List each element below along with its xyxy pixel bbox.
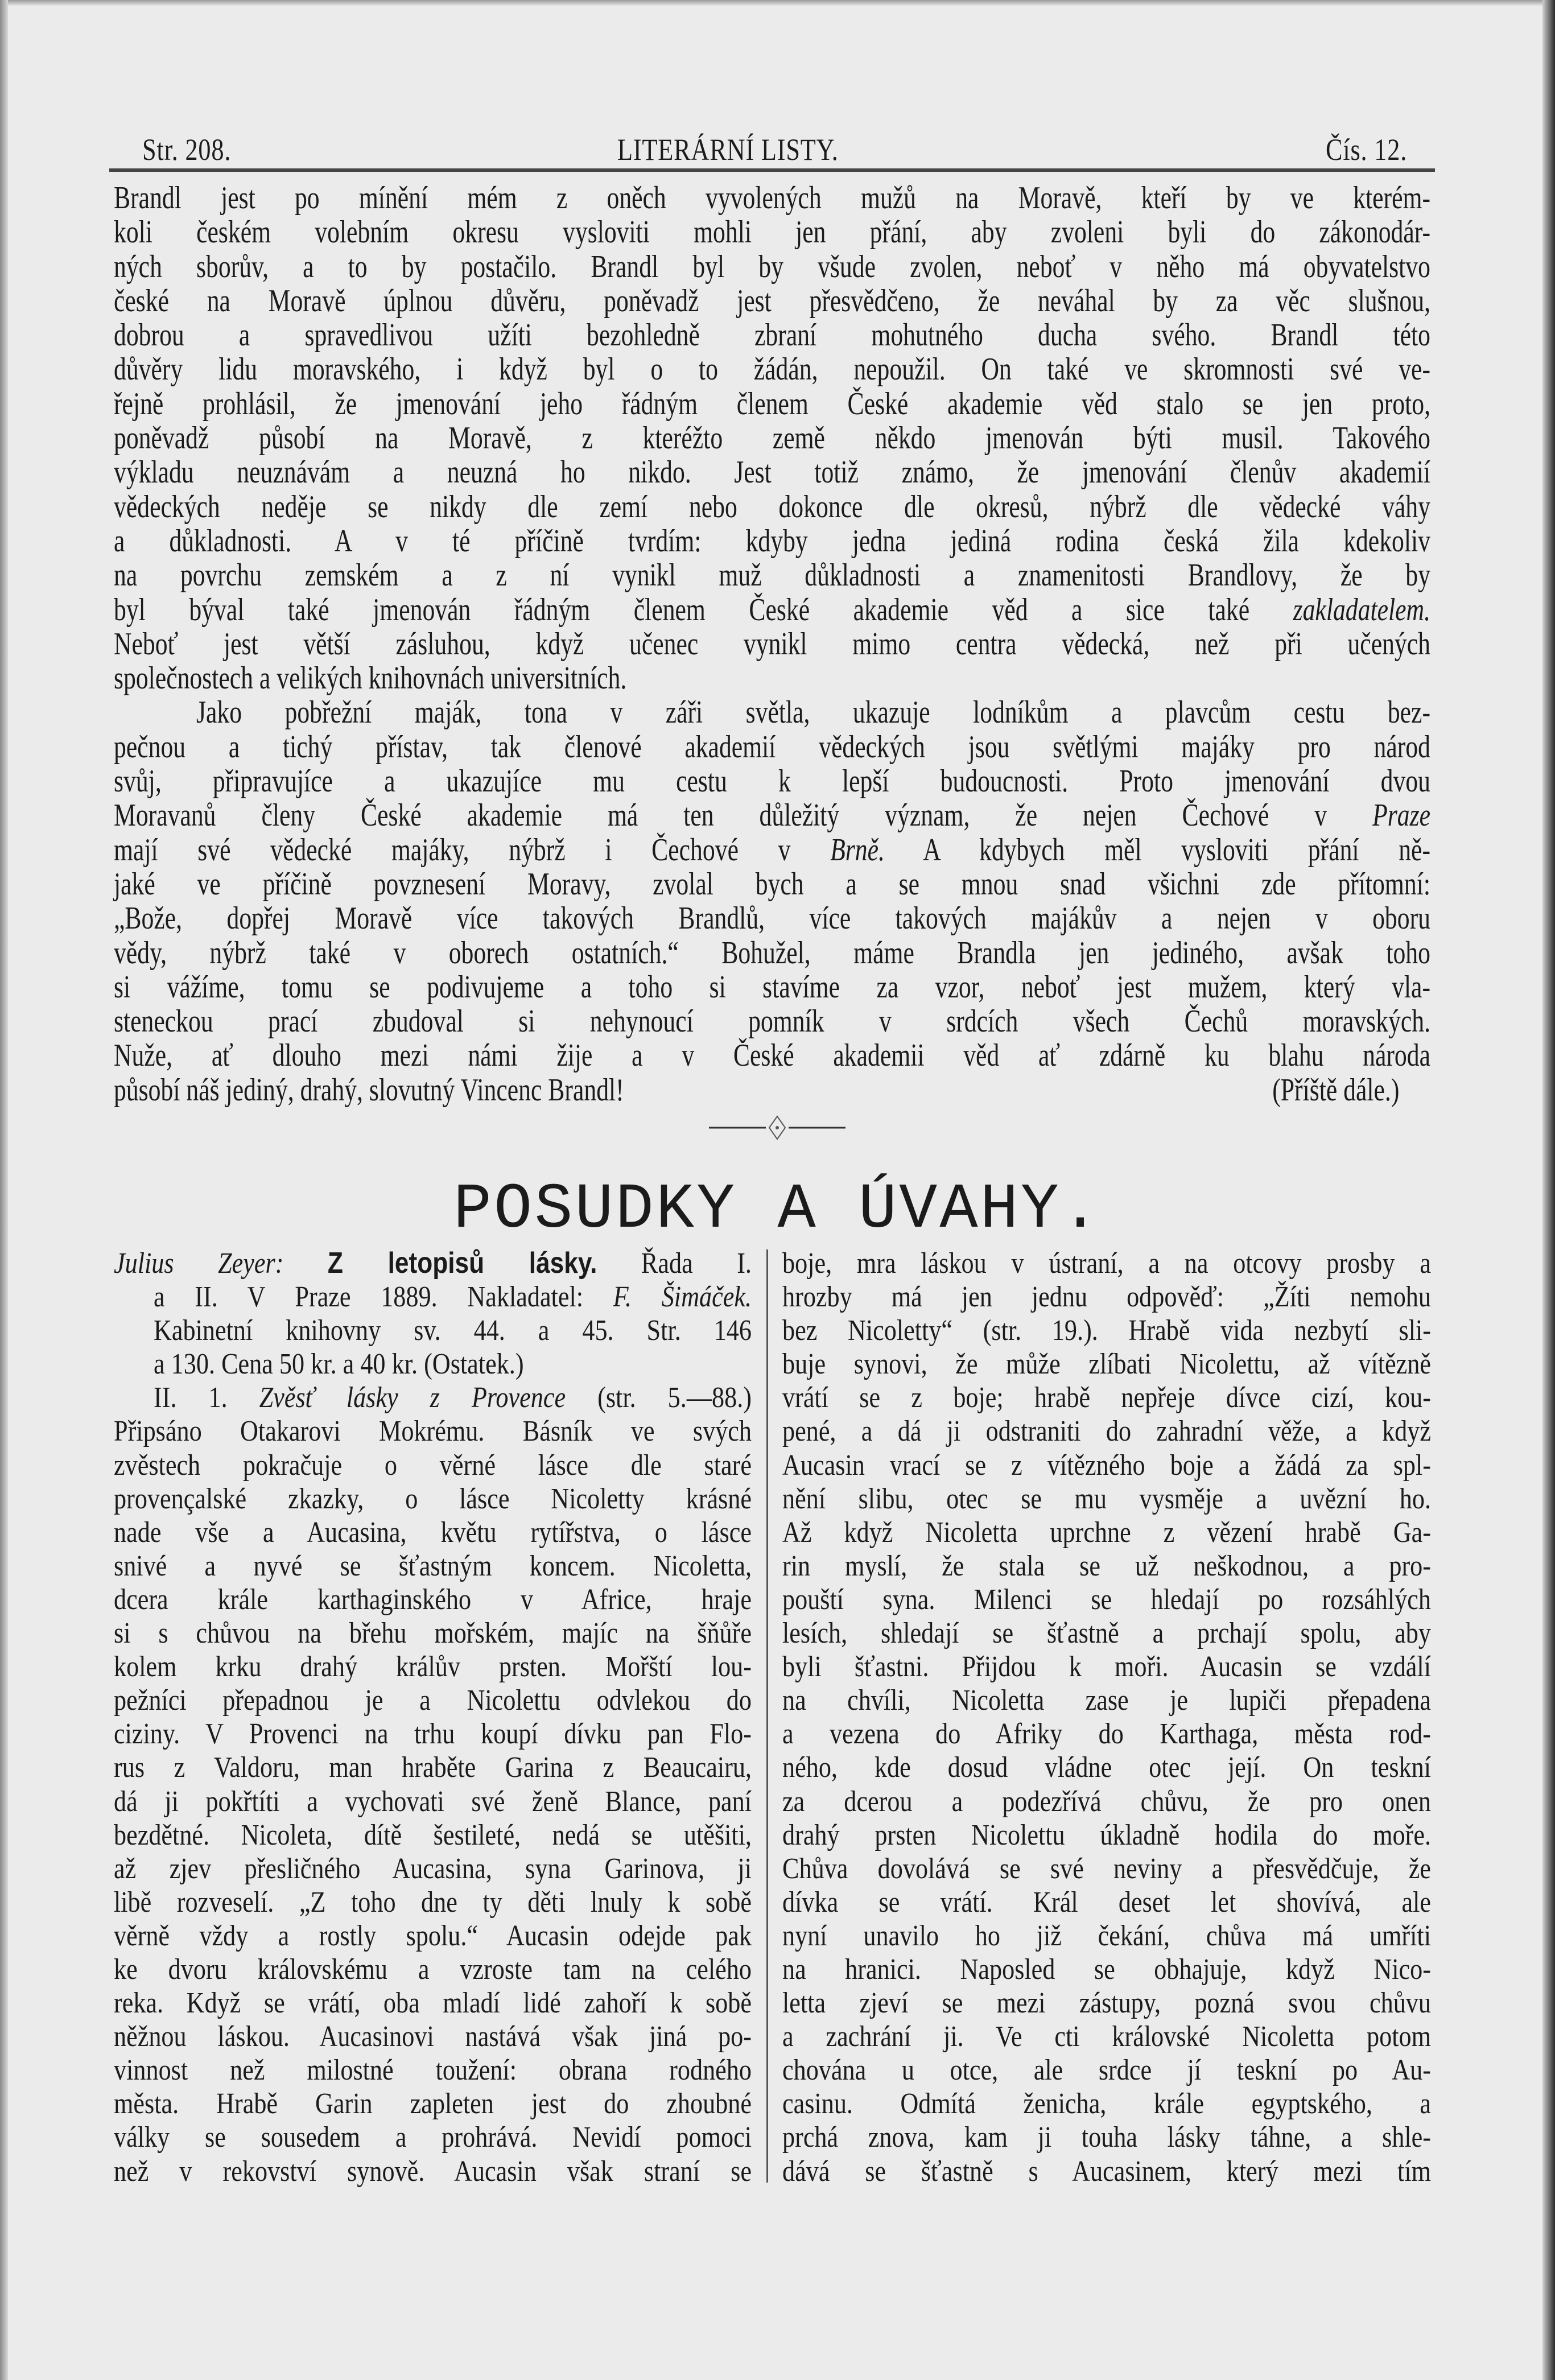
text-line: poněvadž působí na Moravě, z kteréžto země někdo jmenován býti musil. Takového — [114, 420, 1430, 456]
text-line — [154, 1381, 752, 1414]
text-segment: A kdybych měl vysloviti přání ně- — [884, 832, 1430, 868]
continued-line — [114, 1073, 1430, 1107]
text-segment: Moravanů členy České akademie má ten důležitý význam, že nejen Čechové v — [114, 798, 1373, 834]
text-line: hrozby má jen jednu odpověď: „Žíti nemohu — [782, 1281, 1431, 1314]
text-line: a důkladnosti. A v té příčině tvrdím: kdyby jedna jediná rodina česká žila kdekoliv — [114, 523, 1430, 559]
text-line: vědy, nýbrž také v oborech ostatních.“ Bohužel, máme Brandla jen jediného, avšak toho — [114, 935, 1430, 971]
text-line — [114, 593, 1430, 627]
text-line: rus z Valdoru, man hraběte Garina z Beaucairu, — [114, 1751, 752, 1784]
scan-edge-top — [0, 0, 1555, 6]
text-line: války se sousedem a prohrává. Nevidí pomoci — [114, 2121, 752, 2154]
text-line: dobrou a spravedlivou užíti bezohledně zbraní mohutného ducha svého. Brandl této — [114, 317, 1430, 353]
text-line: Jako pobřežní maják, tona v záři světla, ukazuje lodníkům a plavcům cestu bez- — [196, 695, 1430, 731]
text-line: libě rozveselí. „Z toho dne ty děti lnuly k sobě — [114, 1886, 752, 1919]
text-line: vrátí se z boje; hrabě nepřeje dívce cizí, kou- — [782, 1381, 1431, 1414]
text-line: si s chůvou na břehu mořském, majíc na šňůře — [114, 1617, 752, 1650]
text-line: pouští syna. Milenci se hledají po rozsáhlých — [782, 1583, 1431, 1616]
text-line: dává se šťastně s Aucasinem, který mezi tím — [782, 2155, 1431, 2188]
column-divider — [766, 1249, 768, 2183]
text-line: české na Moravě úplnou důvěru, poněvadž jest přesvědčeno, že neváhal by za věc slušnou, — [114, 283, 1430, 319]
text-line: ných sborův, a to by postačilo. Brandl byl by všude zvolen, neboť v něho má obyvatelstvo — [114, 249, 1430, 284]
text-line: působí náš jediný, drahý, slovutný Vincenc Brandl! — [114, 1072, 624, 1108]
text-line: pené, a dá ji odstraniti do zahradní věže, a když — [782, 1415, 1431, 1448]
text-line: a 130. Cena 50 kr. a 40 kr. (Ostatek.) — [154, 1348, 524, 1381]
italic-text: zakladatelem. — [1293, 592, 1430, 628]
italic-text: Zvěsť lásky z Provence — [259, 1381, 566, 1414]
text-line — [114, 798, 1430, 832]
text-segment: (str. 5.—88.) — [566, 1381, 752, 1414]
text-line: řejně prohlásil, že jmenování jeho řádným členem České akademie věd stalo se jen proto, — [114, 386, 1430, 422]
text-line — [114, 833, 1430, 867]
continued-note: (Příště dále.) — [1272, 1072, 1400, 1108]
text-line: kolem krku drahý králův prsten. Mořští lou- — [114, 1651, 752, 1684]
text-line: nění slibu, otec se mu vysměje a uvězní ho. — [782, 1482, 1431, 1515]
text-line: si vážíme, tomu se podivujeme a toho si stavíme za vzor, neboť jest mužem, který vla- — [114, 969, 1430, 1005]
italic-text: Brně. — [830, 832, 885, 868]
text-line: Kabinetní knihovny sv. 44. a 45. Str. 146 — [154, 1314, 752, 1347]
text-line: společnostech a velikých knihovnách universitních. — [114, 661, 627, 696]
header-rule — [109, 168, 1435, 172]
section-title: POSUDKY A ÚVAHY. — [453, 1174, 1102, 1246]
text-line: důvěry lidu moravského, i když byl o to žádán, nepoužil. On také ve skromnosti své ve- — [114, 352, 1430, 387]
text-line: nade vše a Aucasina, květu rytířstva, o lásce — [114, 1516, 752, 1549]
text-segment: mají své vědecké majáky, nýbrž i Čechové v — [114, 832, 831, 868]
text-line: než v rekovství synově. Aucasin však straní se — [114, 2155, 752, 2188]
text-line: až zjev přesličného Aucasina, syna Garinova, ji — [114, 1852, 752, 1885]
text-line: Brandl jest po mínění mém z oněch vyvolených mužů na Moravě, kteří by ve kterém- — [114, 180, 1430, 216]
page-number: Str. 208. — [142, 133, 232, 167]
text-line: drahý prsten Nicolettu úkladně hodila do moře. — [782, 1818, 1431, 1851]
text-segment: a II. V Praze 1889. Nakladatel: — [154, 1281, 613, 1314]
text-line: ke dvoru královskému a vzroste tam na celého — [114, 1953, 752, 1986]
text-line: pečnou a tichý přístav, tak členové akademií vědeckých jsou světlými majáky pro národ — [114, 729, 1430, 765]
text-line: výkladu neuznávám a neuzná ho nikdo. Jest totiž známo, že jmenování členův akademií — [114, 455, 1430, 490]
italic-text: Praze — [1372, 798, 1430, 834]
text-line: svůj, připravujíce a ukazujíce mu cestu k lepší budoucnosti. Proto jmenování dvou — [114, 764, 1430, 799]
text-line: na povrchu zemském a z ní vynikl muž důkladnosti a znamenitosti Brandlovy, že by — [114, 558, 1430, 593]
text-line: reka. Když se vrátí, oba mladí lidé zahoří k sobě — [114, 1987, 752, 2020]
text-line: vinnost než milostné toužení: obrana rodného — [114, 2054, 752, 2087]
text-segment: byl býval také jmenován řádným členem České akademie věd a sice také — [114, 592, 1293, 628]
review-left-column — [114, 1247, 752, 2188]
text-line — [154, 1280, 752, 1314]
text-line: ného, kde dosud vládne otec její. On teskní — [782, 1751, 1431, 1784]
text-line: jaké ve příčině povznesení Moravy, zvolal bych a se mnou snad všichni zde přítomní: — [114, 866, 1430, 902]
text-line: dívka se vrátí. Král deset let shovívá, ale — [782, 1886, 1431, 1919]
text-line: boje, mra láskou v ústraní, a na otcovy prosby a — [782, 1247, 1431, 1280]
journal-title: LITERÁRNÍ LISTY. — [617, 133, 839, 167]
italic-text: Julius Zeyer: — [114, 1247, 284, 1280]
text-line: lesích, shledají se šťastně a prchají spolu, aby — [782, 1617, 1431, 1650]
text-line: bez Nicoletty“ (str. 19.). Hrabě vida nezbytí sli- — [782, 1314, 1431, 1347]
text-line: koli českém volebním okresu vysloviti mohli jen přání, aby zvoleni byli do zákonodár- — [114, 215, 1430, 250]
text-segment — [283, 1247, 327, 1280]
text-segment: II. 1. — [154, 1381, 259, 1414]
text-line: byli šťastni. Přijdou k moři. Aucasin se vzdálí — [782, 1651, 1431, 1684]
text-line: Až když Nicoletta uprchne z vězení hrabě Ga- — [782, 1516, 1431, 1549]
text-line — [114, 1247, 752, 1280]
text-line: ciziny. V Provenci na trhu koupí dívku pan Flo- — [114, 1718, 752, 1751]
issue-number: Čís. 12. — [1326, 133, 1408, 167]
text-line: věrně vždy a rostly spolu.“ Aucasin odejde pak — [114, 1919, 752, 1952]
text-line: prchá znova, kam ji touha lásky táhne, a shle- — [782, 2121, 1431, 2154]
italic-text: F. Šimáček. — [613, 1281, 752, 1314]
text-line: steneckou prací zbudoval si nehynoucí pomník v srdcích všech Čechů moravských. — [114, 1004, 1430, 1040]
text-line: Neboť jest větší zásluhou, když učenec vynikl mimo centra vědecká, než při učených — [114, 626, 1430, 662]
text-line: snivé a nyvé se šťastným koncem. Nicoletta, — [114, 1549, 752, 1582]
text-line: na chvíli, Nicoletta zase je lupiči přepadena — [782, 1684, 1431, 1717]
text-line: chována u otce, ale srdce jí teskní po Au- — [782, 2054, 1431, 2087]
review-right-column — [782, 1247, 1431, 2188]
text-line: Chůva dovolává se své neviny a přesvědčuje, že — [782, 1852, 1431, 1885]
text-line: vědeckých neděje se nikdy dle zemí nebo dokonce dle okresů, nýbrž dle vědecké váhy — [114, 489, 1430, 525]
text-line: „Bože, dopřej Moravě více takových Brandlů, více takových majákův a nejen v oboru — [114, 901, 1430, 937]
text-line: dcera krále karthaginského v Africe, hraje — [114, 1583, 752, 1616]
text-line: dá ji pokřtíti a vychovati své ženě Blance, paní — [114, 1785, 752, 1818]
text-line: za dcerou a podezřívá chůvu, že pro onen — [782, 1785, 1431, 1818]
text-line: casinu. Odmítá ženicha, krále egyptského, a — [782, 2088, 1431, 2121]
text-line: pežníci přepadnou je a Nicolettu odvlekou do — [114, 1684, 752, 1717]
text-line: a vezena do Afriky do Karthaga, města rod- — [782, 1718, 1431, 1751]
text-line: na hranici. Naposled se obhajuje, když Nico- — [782, 1953, 1431, 1986]
text-line: a zachrání ji. Ve cti královské Nicoletta potom — [782, 2020, 1431, 2053]
text-line: bezdětné. Nicoleta, dítě šestileté, nedá se utěšiti, — [114, 1818, 752, 1851]
text-line: provençalské zkazky, o lásce Nicoletty krásné — [114, 1482, 752, 1515]
text-line: rin myslí, že stala se už neškodnou, a pro- — [782, 1549, 1431, 1582]
text-line: něžnou láskou. Aucasinovi nastává však jiná po- — [114, 2020, 752, 2053]
text-line: buje synovi, že může zlíbati Nicolettu, až vítězně — [782, 1348, 1431, 1381]
text-line: Aucasin vrací se z vítězného boje a žádá za spl- — [782, 1449, 1431, 1482]
text-line: Připsáno Otakarovi Mokrému. Básník ve svých — [114, 1415, 752, 1448]
text-line: města. Hrabě Garin zapleten jest do zhoubné — [114, 2088, 752, 2121]
article-continuation — [114, 181, 1430, 1107]
text-line: letta zjeví se mezi zástupy, pozná svou chůvu — [782, 1987, 1431, 2020]
text-line: zvěstech pokračuje o věrné lásce dle staré — [114, 1449, 752, 1482]
bold-title: Z letopisů lásky. — [327, 1247, 597, 1280]
text-segment: Řada I. — [597, 1247, 752, 1280]
text-line: nyní unavilo ho již čekání, chůva má umříti — [782, 1919, 1431, 1952]
text-line: Nuže, ať dlouho mezi námi žije a v České akademii věd ať zdárně ku blahu národa — [114, 1038, 1430, 1074]
section-divider-ornament — [709, 1115, 845, 1140]
